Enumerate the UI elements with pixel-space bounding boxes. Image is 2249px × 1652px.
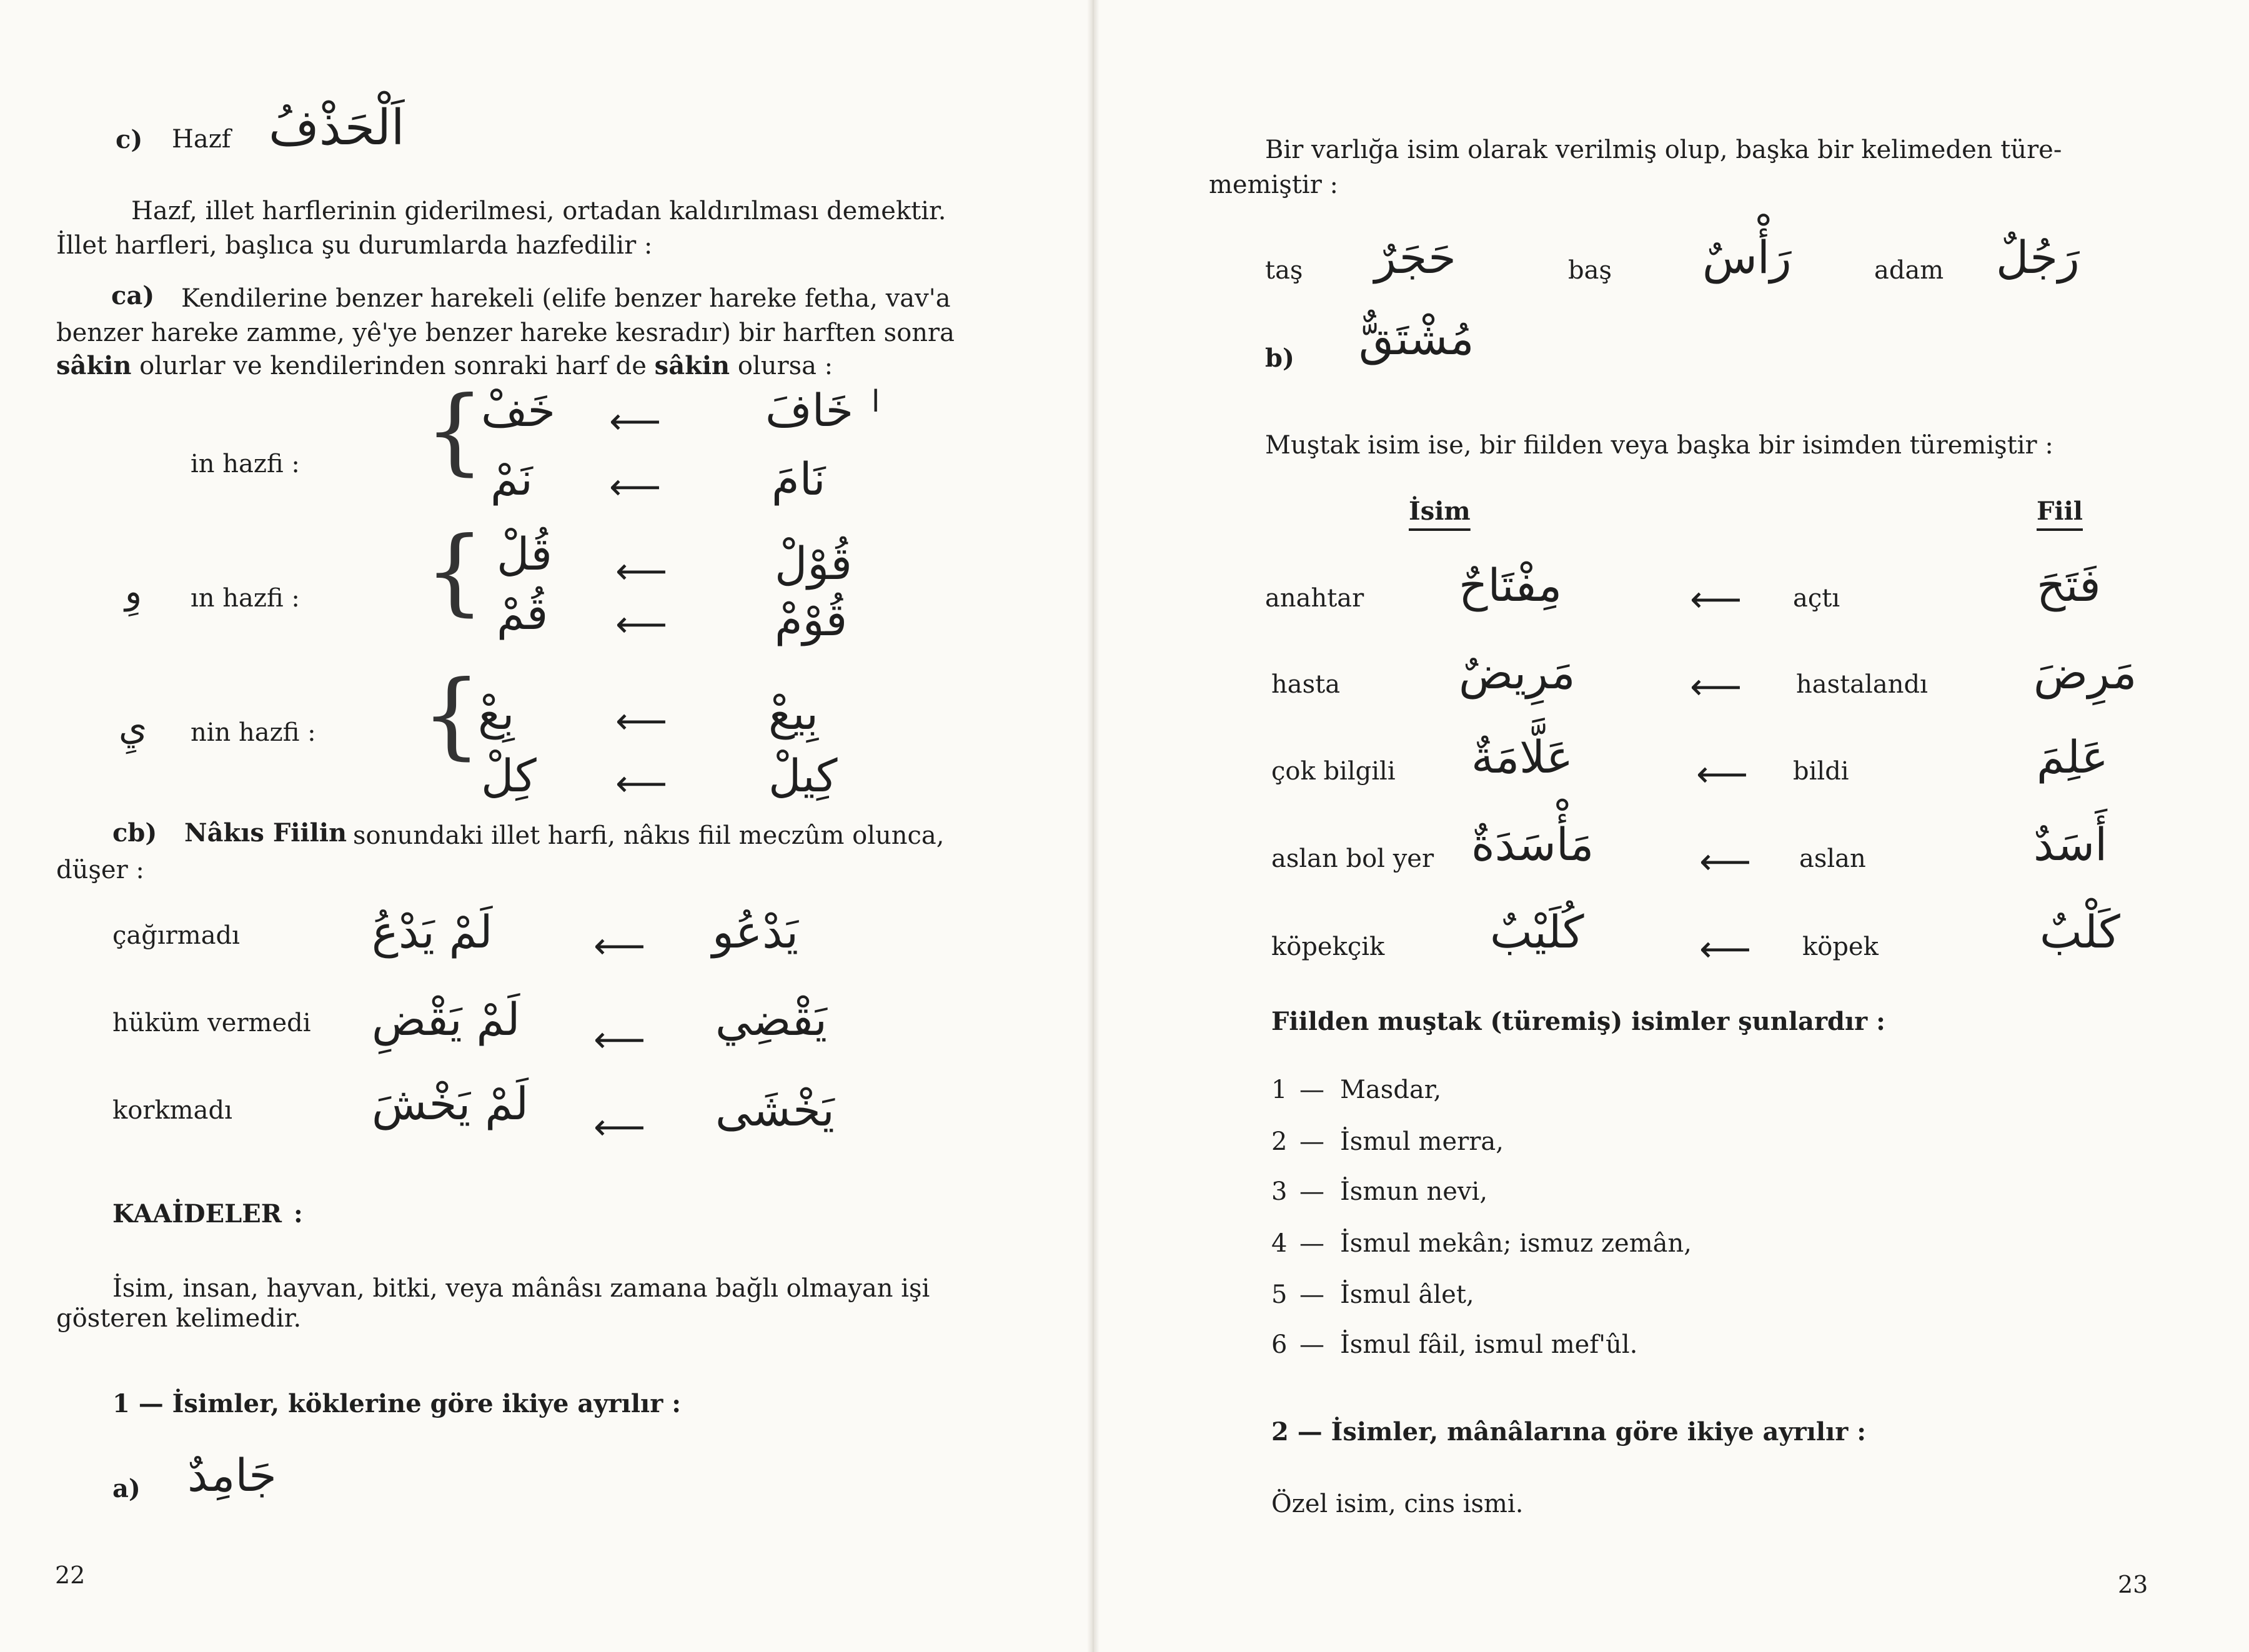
nakis-arrow-1: ⟵ bbox=[593, 924, 646, 967]
derive-tr-isim-3: çok bilgili bbox=[1271, 757, 1396, 786]
nakis-arrow-3: ⟵ bbox=[593, 1105, 646, 1148]
derive-ar-isim-3: عَلَّامَةٌ bbox=[1471, 731, 1574, 783]
nakis-source-1: يَدْعُو bbox=[712, 906, 798, 958]
vav-arrow-1: ⟵ bbox=[615, 550, 668, 592]
list-dash-5: — bbox=[1299, 1280, 1324, 1309]
example-ar-3: رَجُلٌ bbox=[1996, 231, 2080, 284]
list-num-1: 1 bbox=[1271, 1076, 1288, 1104]
elif-brace: { bbox=[425, 377, 485, 485]
ca-line-2: benzer hareke zamme, yê'ye benzer hareke kesradır) bir harften sonra bbox=[56, 319, 955, 347]
ya-from-1: بِيعْ bbox=[768, 687, 819, 739]
ca-line-3-mid: olurlar ve kendilerinden sonraki harf de bbox=[139, 352, 647, 380]
ca-sakin-word-2: sâkin bbox=[654, 351, 730, 380]
vav-to-1: قُلْ bbox=[497, 528, 552, 580]
elif-arrow-2: ⟵ bbox=[609, 465, 662, 508]
page-number-right: 23 bbox=[2118, 1571, 2148, 1598]
nakis-arrow-2: ⟵ bbox=[593, 1018, 646, 1061]
vav-brace: { bbox=[425, 517, 485, 626]
nakis-result-2: لَمْ يَقْضِ bbox=[372, 993, 520, 1046]
ya-label: nin hazfi : bbox=[191, 718, 316, 747]
ca-line-1: Kendilerine benzer harekeli (elife benzer hareke fetha, vav'a bbox=[181, 284, 951, 313]
derive-arrow-1: ⟵ bbox=[1690, 578, 1742, 620]
cb-line-2: düşer : bbox=[56, 856, 144, 884]
example-tr-1: taş bbox=[1265, 256, 1303, 285]
ya-to-1: بِعْ bbox=[478, 687, 515, 739]
cb-label: cb) bbox=[112, 818, 157, 848]
elif-from-1: خَافَ bbox=[765, 384, 854, 437]
heading-label: c) bbox=[116, 125, 143, 154]
list-text-2: İsmul merra, bbox=[1340, 1127, 1504, 1156]
derive-ar-isim-4: مَأْسَدَةٌ bbox=[1471, 818, 1594, 871]
right-intro-line-1: Bir varlığa isim olarak verilmiş olup, başka bir kelimeden türe- bbox=[1265, 136, 2062, 164]
derive-ar-fiil-3: عَلِمَ bbox=[2037, 731, 2108, 783]
derive-tr-fiil-2: hastalandı bbox=[1796, 670, 1928, 699]
derive-ar-fiil-2: مَرِضَ bbox=[2033, 646, 2137, 699]
list-text-4: İsmul mekân; ismuz zemân, bbox=[1340, 1229, 1692, 1258]
list-dash-3: — bbox=[1299, 1177, 1324, 1206]
example-ar-2: رَأْسٌ bbox=[1702, 231, 1792, 284]
derive-tr-fiil-1: açtı bbox=[1793, 584, 1840, 613]
list-dash-4: — bbox=[1299, 1229, 1324, 1258]
page-number-left: 22 bbox=[55, 1561, 86, 1589]
elif-to-2: نَمْ bbox=[490, 453, 533, 505]
elif-from-2: نَامَ bbox=[772, 453, 826, 505]
elif-marker: ا bbox=[871, 384, 880, 419]
ya-letter: يِ bbox=[119, 706, 147, 748]
vav-label: ın hazfi : bbox=[191, 584, 300, 613]
list-num-3: 3 bbox=[1271, 1177, 1288, 1206]
isim-line-2: gösteren kelimedir. bbox=[56, 1304, 302, 1333]
fiilden-heading: Fiilden muştak (türemiş) isimler şunlardır : bbox=[1271, 1007, 1885, 1036]
nakis-result-1: لَمْ يَدْعُ bbox=[372, 906, 493, 958]
derive-tr-isim-1: anahtar bbox=[1265, 584, 1364, 613]
ya-arrow-2: ⟵ bbox=[615, 762, 668, 804]
list-num-6: 6 bbox=[1271, 1330, 1288, 1359]
list-text-5: İsmul âlet, bbox=[1340, 1280, 1474, 1309]
derive-tr-isim-5: köpekçik bbox=[1271, 932, 1385, 961]
derive-tr-fiil-5: köpek bbox=[1802, 932, 1879, 961]
elif-label: in hazfi : bbox=[191, 450, 300, 478]
example-tr-2: baş bbox=[1568, 256, 1612, 285]
derive-tr-isim-2: hasta bbox=[1271, 670, 1341, 699]
rule-2: 2 — İsimler, mânâlarına göre ikiye ayrılır : bbox=[1271, 1417, 1867, 1447]
list-num-4: 4 bbox=[1271, 1229, 1288, 1258]
derive-ar-fiil-1: فَتَحَ bbox=[2037, 559, 2101, 611]
list-text-3: İsmun nevi, bbox=[1340, 1177, 1488, 1206]
nakis-result-3: لَمْ يَخْشَ bbox=[372, 1077, 529, 1130]
list-text-1: Masdar, bbox=[1340, 1076, 1442, 1104]
derive-tr-isim-4: aslan bol yer bbox=[1271, 844, 1434, 873]
isim-line-1: İsim, insan, hayvan, bitki, veya mânâsı zamana bağlı olmayan işi bbox=[112, 1274, 930, 1303]
heading-arabic: اَلْحَذْفُ bbox=[269, 100, 405, 156]
list-num-2: 2 bbox=[1271, 1127, 1288, 1156]
vav-from-2: قُوْمْ bbox=[775, 593, 848, 646]
vav-letter: وِ bbox=[125, 571, 142, 612]
left-page bbox=[0, 0, 1090, 1652]
ya-brace: { bbox=[422, 661, 482, 769]
derive-ar-isim-1: مِفْتَاحٌ bbox=[1459, 559, 1562, 611]
column-isim: İsim bbox=[1409, 497, 1471, 526]
cb-line-1: sonundaki illet harfi, nâkıs fiil meczûm olunca, bbox=[353, 821, 945, 850]
rule-1: 1 — İsimler, köklerine göre ikiye ayrılır : bbox=[112, 1389, 681, 1418]
elif-to-1: خَفْ bbox=[481, 384, 556, 437]
example-tr-3: adam bbox=[1874, 256, 1944, 285]
column-fiil: Fiil bbox=[2037, 497, 2083, 526]
nakis-meaning-3: korkmadı bbox=[112, 1096, 232, 1125]
intro-line-2: İllet harfleri, başlıca şu durumlarda hazfedilir : bbox=[56, 231, 653, 260]
item-b-label: b) bbox=[1265, 344, 1294, 373]
ya-arrow-1: ⟵ bbox=[615, 700, 668, 742]
derive-ar-isim-5: كُلَيْبٌ bbox=[1490, 906, 1584, 958]
derive-arrow-3: ⟵ bbox=[1696, 753, 1749, 795]
intro-line-1: Hazf, illet harflerinin giderilmesi, ortadan kaldırılması demektir. bbox=[131, 197, 946, 225]
ca-sakin-word: sâkin bbox=[56, 351, 132, 380]
elif-arrow-1: ⟵ bbox=[609, 400, 662, 442]
list-num-5: 5 bbox=[1271, 1280, 1288, 1309]
list-text-6: İsmul fâil, ismul mef'ûl. bbox=[1340, 1330, 1638, 1359]
derive-arrow-5: ⟵ bbox=[1699, 927, 1752, 970]
item-b-arabic: مُشْتَقٌّ bbox=[1359, 312, 1474, 365]
derive-ar-fiil-5: كَلْبٌ bbox=[2040, 906, 2120, 958]
right-intro-line-2: memiştir : bbox=[1209, 171, 1339, 199]
derive-ar-isim-2: مَرِيضٌ bbox=[1459, 646, 1576, 699]
nakis-meaning-2: hüküm vermedi bbox=[112, 1009, 311, 1037]
derive-ar-fiil-4: أَسَدٌ bbox=[2033, 818, 2108, 871]
list-dash-2: — bbox=[1299, 1127, 1324, 1156]
cb-term: Nâkıs Fiilin bbox=[184, 818, 347, 848]
heading-term: Hazf bbox=[172, 125, 231, 154]
item-a-arabic: جَامِدٌ bbox=[187, 1449, 277, 1501]
list-dash-6: — bbox=[1299, 1330, 1324, 1359]
vav-to-2: قُمْ bbox=[497, 587, 549, 640]
list-dash-1: — bbox=[1299, 1076, 1324, 1104]
nakis-meaning-1: çağırmadı bbox=[112, 921, 240, 950]
kaideler-heading: KAAİDELER bbox=[112, 1199, 282, 1229]
vav-arrow-2: ⟵ bbox=[615, 603, 668, 645]
derive-arrow-4: ⟵ bbox=[1699, 840, 1752, 883]
derive-arrow-2: ⟵ bbox=[1690, 665, 1742, 708]
ya-to-2: كِلْ bbox=[481, 749, 537, 802]
derive-tr-fiil-3: bildi bbox=[1793, 757, 1849, 786]
right-page bbox=[1096, 0, 2249, 1652]
example-ar-1: حَجَرٌ bbox=[1374, 231, 1456, 284]
mustak-line: Muştak isim ise, bir fiilden veya başka bir isimden türemiştir : bbox=[1265, 431, 2053, 460]
derive-tr-fiil-4: aslan bbox=[1799, 844, 1866, 873]
item-a-label: a) bbox=[112, 1474, 141, 1503]
ca-label: ca) bbox=[111, 281, 155, 310]
last-line: Özel isim, cins ismi. bbox=[1271, 1490, 1524, 1518]
nakis-source-3: يَخْشَى bbox=[715, 1084, 835, 1136]
ya-from-2: كِيلْ bbox=[768, 749, 838, 802]
kaideler-colon: : bbox=[294, 1199, 303, 1229]
nakis-source-2: يَقْضِي bbox=[715, 993, 827, 1046]
ca-line-3-end: olursa : bbox=[737, 352, 833, 380]
vav-from-1: قُوْلْ bbox=[775, 537, 852, 590]
